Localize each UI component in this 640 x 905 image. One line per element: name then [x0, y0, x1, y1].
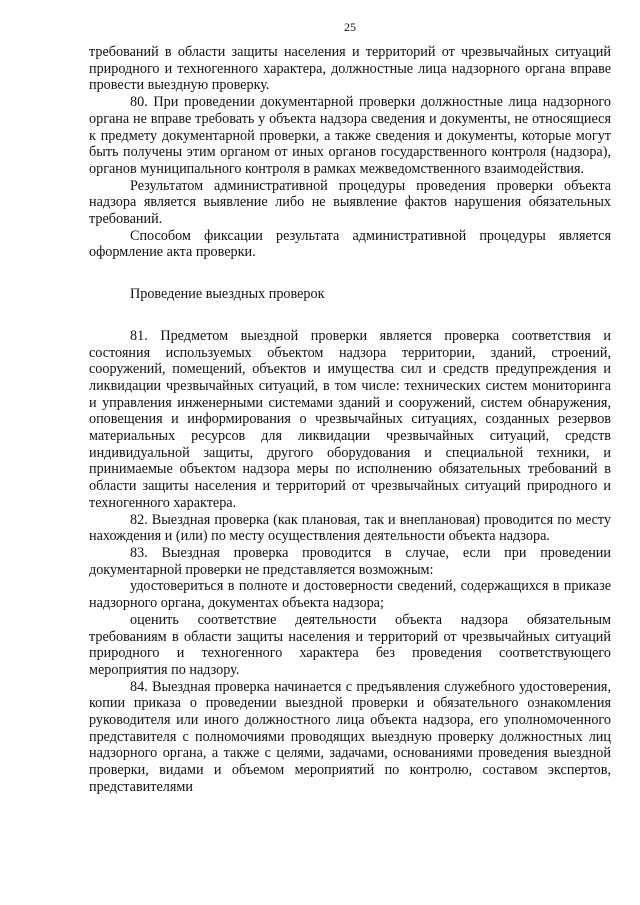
paragraph-continuation: требований в области защиты населения и территорий от чрезвычайных ситуаций природного и техногенного характера, должностные лица надзорного органа вправе провести выездную проверку.: [89, 44, 611, 94]
document-body: [89, 44, 611, 796]
spacer: [89, 261, 611, 286]
paragraph-80: 80. При проведении документарной проверки должностные лица надзорного органа не вправе требовать у объекта надзора сведения и документы, не относящиеся к предмету документарной проверки, а также сведения и документы, которые могут быть получены этим органом от иных органов государственного контроля (надзора), органов муниципального контроля в рамках межведомственного взаимодействия.: [89, 94, 611, 177]
page-number: 25: [344, 20, 356, 34]
list-item-assess: оценить соответствие деятельности объекта надзора обязательным требованиям в области защиты населения и территорий от чрезвычайных ситуаций природного и техногенного характера без проведения соответствующего мероприятия по надзору.: [89, 611, 611, 678]
paragraph-83: 83. Выездная проверка проводится в случае, если при проведении документарной проверки не представляется возможным:: [89, 544, 611, 578]
paragraph-84: 84. Выездная проверка начинается с предъявления служебного удостоверения, копии приказа о проведении выездной проверки и обязательного ознакомления руководителя или иного должностного лица объекта надзора, его уполномоченного представителя с полномочиями проводящих выездную проверку должностных лиц надзорного органа, а также с целями, задачами, основаниями проведения выездной проверки, видами и объемом мероприятий по контролю, составом экспертов, представителями: [89, 678, 611, 795]
paragraph-result: Результатом административной процедуры проведения проверки объекта надзора является выявление либо не выявление фактов нарушения обязательных требований.: [89, 177, 611, 228]
paragraph-81: 81. Предметом выездной проверки является проверка соответствия и состояния используемых объектом надзора территории, зданий, строений, сооружений, помещений, объектов и имущества сил и средств предупреждения и ликвидации чрезвычайных ситуаций, в том числе: технических систем мониторинга и управления инженерными системами зданий и сооружений, систем обнаружения, оповещения и информирования о чрезвычайных ситуациях, созданных резервов материальных ресурсов для ликвидации чрезвычайных ситуаций, средств индивидуальной защиты, другого оборудования и специальной техники, и принимаемые объектом надзора меры по исполнению обязательных требований в области защиты населения и территорий от чрезвычайных ситуаций природного и техногенного характера.: [89, 327, 611, 511]
paragraph-fixation: Способом фиксации результата административной процедуры является оформление акта проверки.: [89, 227, 611, 261]
paragraph-82: 82. Выездная проверка (как плановая, так и внеплановая) проводится по месту нахождения и (или) по месту осуществления деятельности объекта надзора.: [89, 511, 611, 545]
spacer: [89, 303, 611, 328]
section-heading: Проведение выездных проверок: [130, 286, 325, 303]
list-item-verify: удостовериться в полноте и достоверности сведений, содержащихся в приказе надзорного органа, документах объекта надзора;: [89, 578, 611, 612]
